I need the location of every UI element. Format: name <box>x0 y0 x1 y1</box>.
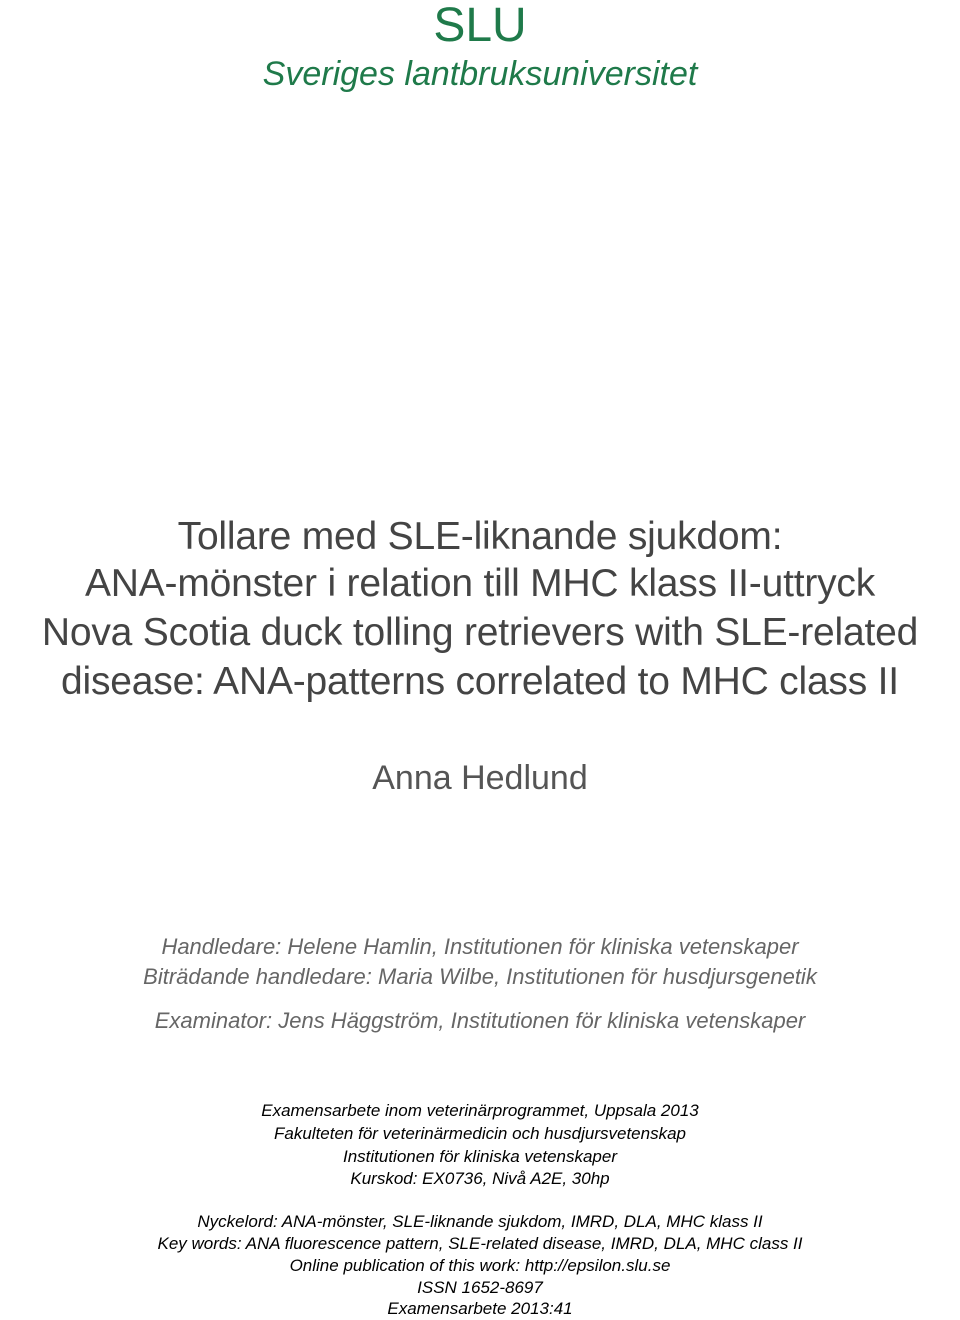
course-code-line: Kurskod: EX0736, Nivå A2E, 30hp <box>350 1169 610 1188</box>
title-line-swedish-1: Tollare med SLE-liknande sjukdom: <box>177 515 783 558</box>
department-line: Institutionen för kliniska vetenskaper <box>342 1147 618 1166</box>
keywords-swedish-line: Nyckelord: ANA-mönster, SLE-liknande sjukdom, IMRD, DLA, MHC klass II <box>197 1212 763 1231</box>
thesis-number-line: Examensarbete 2013:41 <box>387 1299 573 1318</box>
assistant-supervisor-line: Biträdande handledare: Maria Wilbe, Institutionen för husdjursgenetik <box>143 964 817 989</box>
issn-line: ISSN 1652-8697 <box>417 1278 543 1297</box>
slu-logo-text: SLU <box>433 0 527 52</box>
title-line-english-2: disease: ANA-patterns correlated to MHC class II <box>61 660 899 703</box>
keywords-english-line: Key words: ANA fluorescence pattern, SLE-related disease, IMRD, DLA, MHC class II <box>157 1234 803 1253</box>
supervisor-line: Handledare: Helene Hamlin, Institutionen för kliniska vetenskaper <box>161 934 799 959</box>
author-name: Anna Hedlund <box>372 759 588 797</box>
title-line-swedish-2: ANA-mönster i relation till MHC klass II-uttryck <box>84 562 876 605</box>
faculty-line: Fakulteten för veterinärmedicin och husdjursvetenskap <box>274 1124 686 1143</box>
online-publication-line: Online publication of this work: http://epsilon.slu.se <box>289 1256 671 1275</box>
university-name: Sveriges lantbruksuniversitet <box>262 55 698 93</box>
examiner-line: Examinator: Jens Häggström, Institutionen för kliniska vetenskaper <box>154 1008 806 1033</box>
program-line: Examensarbete inom veterinärprogrammet, Uppsala 2013 <box>261 1101 699 1120</box>
title-line-english-1: Nova Scotia duck tolling retrievers with SLE-related <box>41 611 919 654</box>
